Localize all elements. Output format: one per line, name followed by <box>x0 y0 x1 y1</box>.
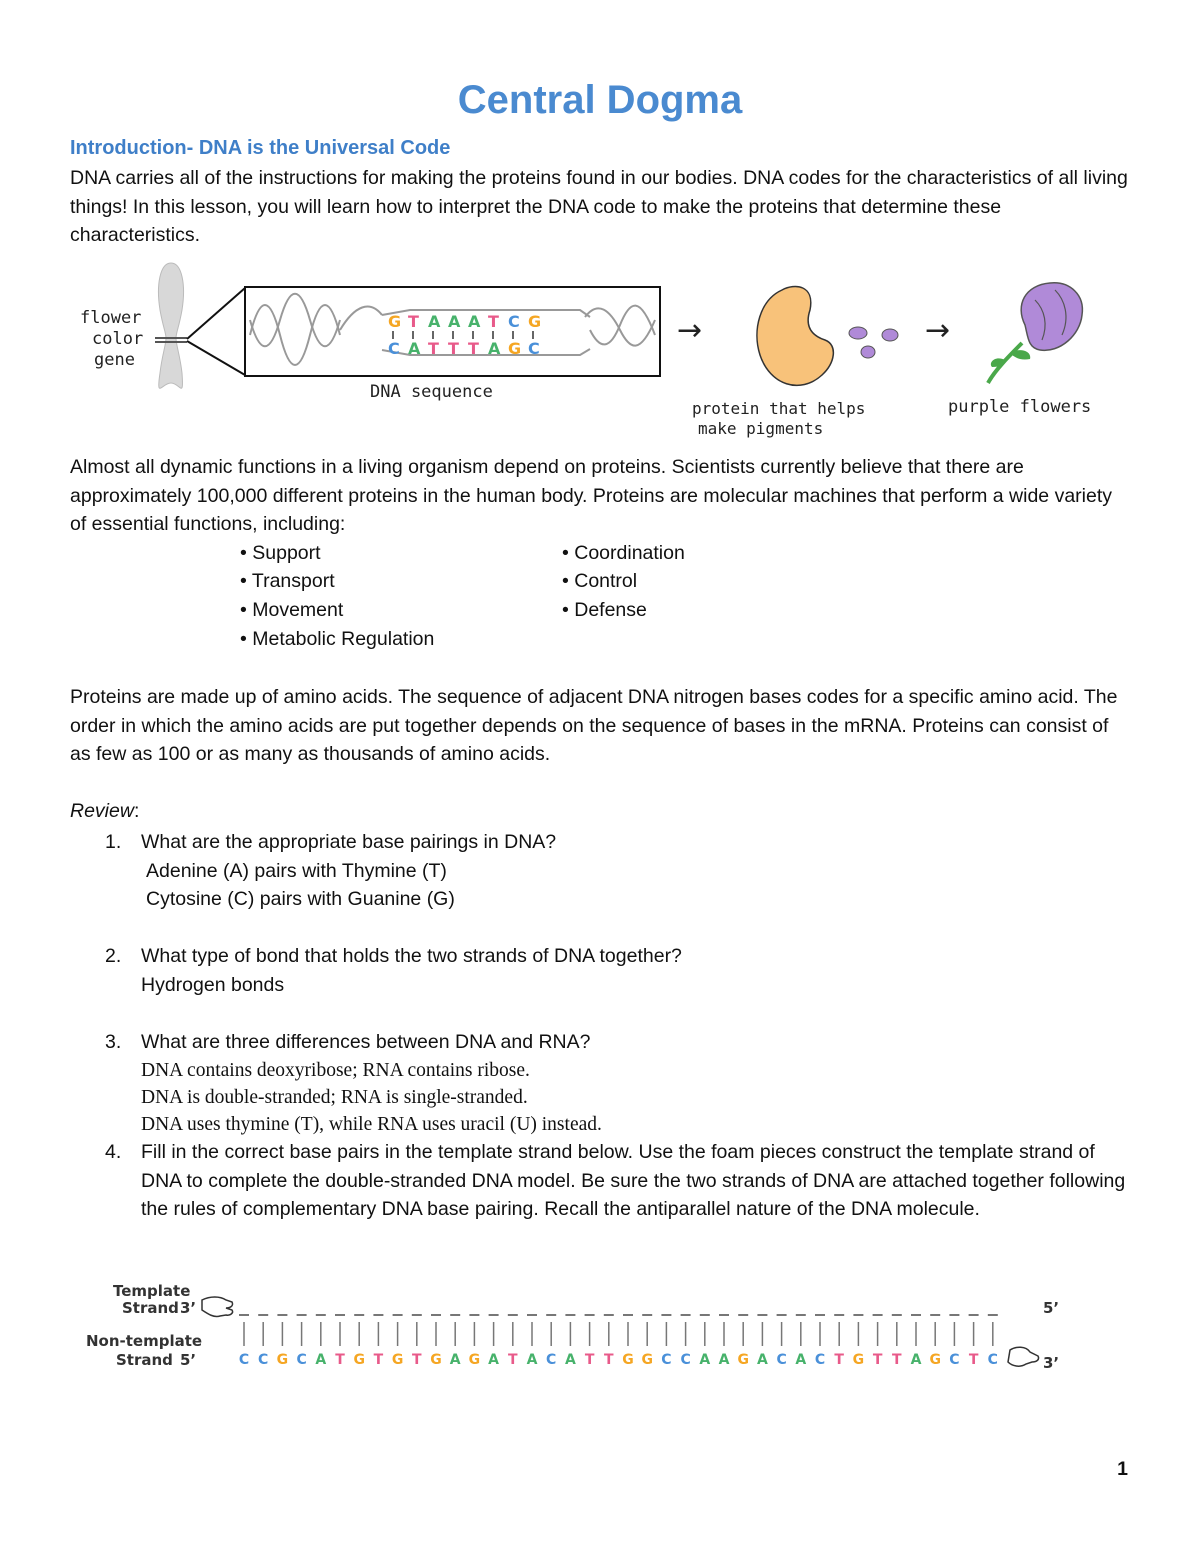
zoom-line-top <box>187 288 245 339</box>
answer-line: DNA is double-stranded; RNA is single-stranded. <box>141 1087 528 1108</box>
function-metabolic-regulation: • Metabolic Regulation <box>240 628 435 650</box>
gene-label-line1: flower <box>80 308 142 328</box>
nontemplate-base: A <box>699 1352 711 1368</box>
answer-line: Hydrogen bonds <box>141 974 285 996</box>
base-letter: G <box>388 312 402 331</box>
nontemplate-base: C <box>814 1352 826 1368</box>
protein-label-line2: make pigments <box>698 419 824 438</box>
protein-label-line1: protein that helps <box>692 399 866 418</box>
base-letter: T <box>448 339 459 358</box>
nontemplate-base: T <box>508 1352 518 1368</box>
pigment-dot <box>861 346 875 358</box>
nontemplate-base: A <box>449 1352 461 1368</box>
nontemplate-base: G <box>737 1352 749 1368</box>
base-letter: A <box>448 312 461 331</box>
hydrogen-bond-ticks <box>244 1322 993 1346</box>
base-letter: T <box>468 339 479 358</box>
nontemplate-base: T <box>834 1352 844 1368</box>
nontemplate-base: G <box>929 1352 941 1368</box>
question-number: 2. <box>105 945 122 967</box>
dna-top-strand <box>388 312 541 331</box>
nontemplate-base: G <box>353 1352 365 1368</box>
function-defense: • Defense <box>562 599 647 621</box>
intro-heading: Introduction- DNA is the Universal Code <box>70 137 451 159</box>
base-pair-ticks <box>393 331 533 339</box>
base-letter: G <box>528 312 542 331</box>
nontemplate-label-line2: Strand <box>116 1351 173 1369</box>
nontemplate-strand-bases <box>239 1352 998 1368</box>
question-text: What type of bond that holds the two strands of DNA together? <box>141 945 682 967</box>
answer-line: Adenine (A) pairs with Thymine (T) <box>146 860 447 882</box>
intro-paragraph: DNA carries all of the instructions for making the proteins found in our bodies. DNA codes for the characteristics of all living things! In this lesson, you will learn how to interpret the DNA code to make the proteins that determine these characteristics. <box>70 167 1128 247</box>
proteins-paragraph: Almost all dynamic functions in a living organism depend on proteins. Scientists currently believe that there are approximately 100,000 different proteins in the human body. Proteins are molecular machines that perform a wide variety of essential functions, including: <box>70 456 1113 536</box>
nontemplate-label-line1: Non-template <box>86 1332 203 1350</box>
nontemplate-base: C <box>296 1352 307 1368</box>
gene-label-line2: color <box>92 329 144 349</box>
nontemplate-base: G <box>641 1352 653 1368</box>
nontemplate-base: T <box>892 1352 902 1368</box>
arrow-1: → <box>677 313 703 348</box>
base-letter: C <box>508 312 520 331</box>
nontemplate-base: C <box>258 1352 269 1368</box>
nontemplate-base: A <box>488 1352 500 1368</box>
nontemplate-base: C <box>987 1352 998 1368</box>
question-number: 3. <box>105 1031 122 1053</box>
review-label: Review: <box>70 800 140 822</box>
gene-label-line3: gene <box>94 350 135 370</box>
nontemplate-base: T <box>604 1352 614 1368</box>
protein-blob <box>757 287 833 386</box>
template-label-line1: Template <box>113 1282 191 1300</box>
nontemplate-base: G <box>391 1352 404 1368</box>
nontemplate-base: T <box>584 1352 595 1368</box>
amino-acids-paragraph: Proteins are made up of amino acids. The sequence of adjacent DNA nitrogen bases codes for a specific amino acid. The order in which the amino acids are put together depends on the sequence of bases in the mRNA. Proteins can consist of as few as 100 or as many as thousands of amino acids. <box>70 686 1118 766</box>
function-transport: • Transport <box>240 570 335 592</box>
function-movement: • Movement <box>240 599 344 621</box>
nontemplate-base: A <box>564 1352 576 1368</box>
nontemplate-base: G <box>468 1352 481 1368</box>
purple-flower <box>988 283 1082 383</box>
base-letter: A <box>408 339 421 358</box>
nontemplate-base: T <box>872 1352 883 1368</box>
hand-icon <box>202 1297 233 1317</box>
question-text: What are three differences between DNA and RNA? <box>141 1031 591 1053</box>
question-number: 1. <box>105 831 122 853</box>
zoom-line-bottom <box>187 341 245 375</box>
dna-sequence-label: DNA sequence <box>370 382 493 402</box>
function-coordination: • Coordination <box>562 542 685 564</box>
nontemplate-base: G <box>852 1352 865 1368</box>
nontemplate-base: C <box>776 1352 787 1368</box>
nontemplate-base: A <box>795 1352 807 1368</box>
nontemplate-base: A <box>756 1352 768 1368</box>
base-letter: T <box>428 339 439 358</box>
arrow-2: → <box>925 313 951 348</box>
nontemplate-base: A <box>526 1352 538 1368</box>
base-letter: T <box>408 312 419 331</box>
base-letter: A <box>468 312 481 331</box>
answer-line: Cytosine (C) pairs with Guanine (G) <box>146 888 455 910</box>
pigment-dot <box>849 327 867 339</box>
base-letter: G <box>508 339 522 358</box>
base-letter: C <box>528 339 540 358</box>
nontemplate-base: G <box>276 1352 289 1368</box>
nontemplate-base: T <box>968 1352 979 1368</box>
flower-label: purple flowers <box>948 397 1092 417</box>
nontemplate-base: A <box>718 1352 730 1368</box>
answer-line: DNA contains deoxyribose; RNA contains ribose. <box>141 1060 530 1081</box>
nontemplate-base: A <box>910 1352 922 1368</box>
nontemplate-base: C <box>661 1352 672 1368</box>
chromosome-icon <box>155 263 187 388</box>
nontemplate-base: T <box>373 1352 384 1368</box>
nontemplate-base: C <box>949 1352 960 1368</box>
nontemplate-base: A <box>315 1352 327 1368</box>
function-support: • Support <box>240 542 321 564</box>
nontemplate-base: G <box>622 1352 634 1368</box>
nontemplate-base: C <box>238 1352 250 1368</box>
answer-line: DNA uses thymine (T), while RNA uses uracil (U) instead. <box>141 1114 602 1135</box>
nontemplate-3prime-label: 3’ <box>1043 1354 1060 1372</box>
dna-strand-diagram <box>80 1278 1080 1388</box>
page-title: Central Dogma <box>457 78 743 122</box>
nontemplate-base: T <box>412 1352 422 1368</box>
question-text: Fill in the correct base pairs in the template strand below. Use the foam pieces construct the template strand of DNA to complete the double-stranded DNA model. Be sure the two strands of DNA are attached together following the rules of complementary DNA base pairing. Recall the antiparallel nature of the DNA molecule. <box>141 1141 1126 1221</box>
base-letter: A <box>428 312 441 331</box>
question-text: What are the appropriate base pairings in DNA? <box>141 831 557 853</box>
template-5prime-label: 5’ <box>1043 1299 1060 1317</box>
nontemplate-base: G <box>430 1352 442 1368</box>
base-letter: C <box>388 339 400 358</box>
nontemplate-5prime-label: 5’ <box>180 1351 197 1369</box>
nontemplate-base: C <box>680 1352 691 1368</box>
base-letter: A <box>488 339 501 358</box>
question-number: 4. <box>105 1141 122 1163</box>
nontemplate-base: T <box>335 1352 345 1368</box>
template-3prime-label: 3’ <box>180 1299 197 1317</box>
base-letter: T <box>488 312 499 331</box>
question-4 <box>105 1138 1135 1258</box>
template-label-line2: Strand <box>122 1299 179 1317</box>
pigment-dot <box>882 329 898 341</box>
function-control: • Control <box>562 570 638 592</box>
page-number: 1 <box>1117 1458 1128 1480</box>
nontemplate-base: C <box>546 1352 557 1368</box>
hand-icon <box>1008 1347 1039 1366</box>
gene-expression-figure <box>70 255 1130 445</box>
